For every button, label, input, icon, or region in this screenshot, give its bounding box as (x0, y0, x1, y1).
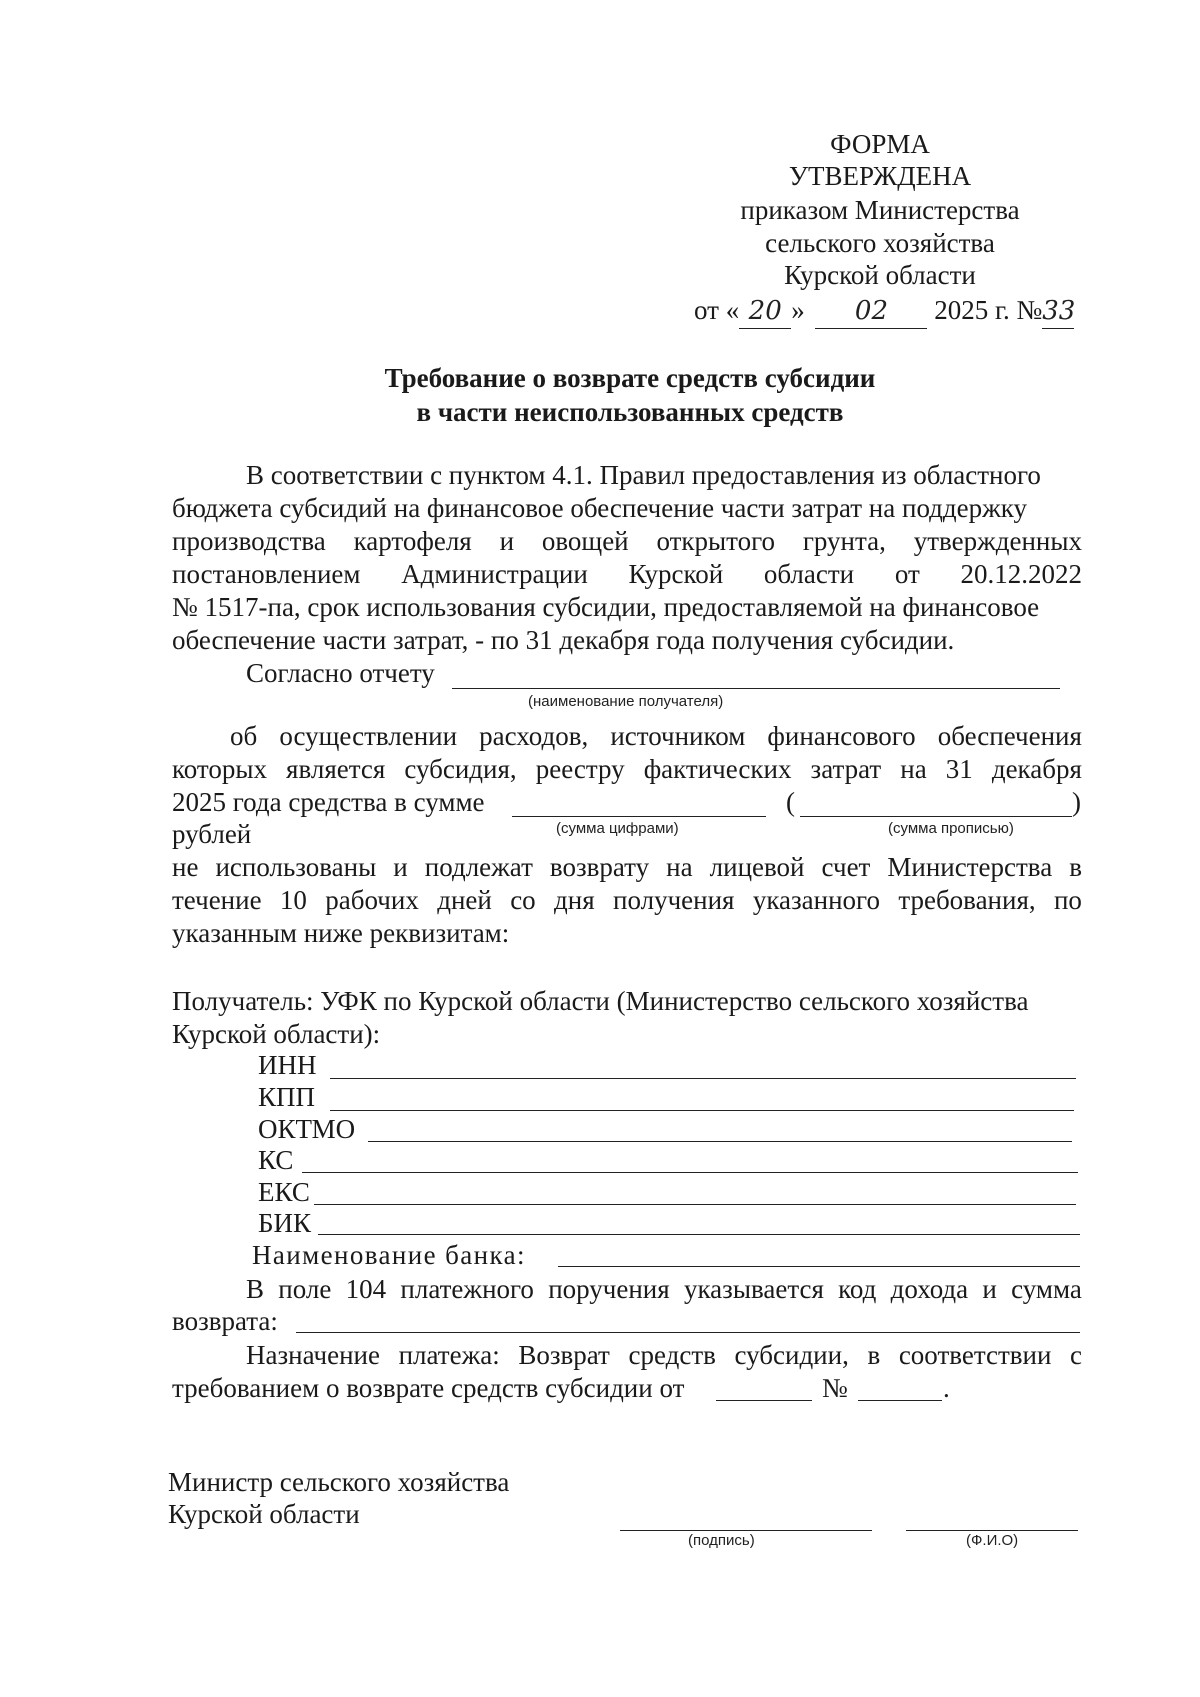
approval-day: 20 (739, 295, 791, 329)
intro-line-4 (172, 558, 1082, 591)
recipient-line-1: Получатель: УФК по Курской области (Министерство сельского хозяйства (172, 986, 1029, 1016)
word: Курской (628, 559, 724, 589)
word: которых (172, 754, 267, 784)
word: источником (610, 721, 746, 751)
word: указанного (752, 885, 880, 915)
ks-line (302, 1172, 1078, 1173)
report-line-3: 2025 года средства в сумме (172, 787, 485, 817)
report-line-2 (172, 753, 1082, 786)
word: финансового (767, 721, 916, 751)
word: и (499, 526, 515, 556)
report-line-7: указанным ниже реквизитам: (172, 918, 510, 948)
word: 10 (279, 885, 307, 915)
word: открытого (656, 526, 776, 556)
sum-paren-open: ( (786, 787, 795, 817)
word: возврату (549, 852, 650, 882)
word: указывается (683, 1274, 824, 1304)
word: лицевой (709, 852, 805, 882)
purpose-period: . (943, 1373, 950, 1403)
payment-line-1 (246, 1273, 1082, 1306)
purpose-line-2: требованием о возврате средств субсидии от (172, 1373, 685, 1403)
intro-line-3 (172, 525, 1082, 558)
document-title-line1: Требование о возврате средств субсидии (384, 363, 876, 393)
word: и (982, 1274, 997, 1304)
word: затрат (810, 754, 882, 784)
requirement-number-line (858, 1400, 942, 1401)
oktmo-line (368, 1141, 1072, 1142)
intro-line-2: бюджета субсидий на финансовое обеспечение части затрат на поддержку (172, 493, 1028, 523)
bank-name-label: Наименование банка: (252, 1240, 526, 1270)
word: расходов, (479, 721, 589, 751)
recipient-line-2: Курской области): (172, 1019, 381, 1049)
word: дня (554, 885, 595, 915)
approval-region-label: Курской области (784, 260, 976, 290)
word: и (393, 852, 408, 882)
word: средств (628, 1340, 716, 1370)
word: использованы (215, 852, 377, 882)
bik-label: БИК (258, 1208, 312, 1238)
word: в (867, 1340, 881, 1370)
approval-date-line (694, 294, 1074, 329)
approval-from-prefix: от « (694, 295, 740, 325)
word: в (1069, 852, 1082, 882)
word: овощей (541, 526, 629, 556)
word: по (1053, 885, 1082, 915)
word: субсидия, (404, 754, 517, 784)
eks-line (314, 1204, 1076, 1205)
word: течение (172, 885, 262, 915)
kpp-label: КПП (258, 1082, 316, 1112)
word: области (763, 559, 855, 589)
signatory-position-line1: Министр сельского хозяйства (168, 1467, 510, 1497)
refund-amount-line (296, 1332, 1080, 1333)
payment-line-2: возврата: (172, 1306, 278, 1336)
word: дней (437, 885, 492, 915)
sum-words-caption: (сумма прописью) (888, 820, 1014, 837)
word: платежа: (398, 1340, 500, 1370)
word: на (900, 754, 927, 784)
approval-order-label: приказом Министерства (740, 195, 1020, 225)
word: утвержденных (913, 526, 1082, 556)
report-label: Согласно отчету (246, 658, 435, 688)
approval-year: 2025 г. № (934, 295, 1043, 325)
sum-words-line (800, 816, 1072, 817)
word: сумма (1011, 1274, 1082, 1304)
word: подлежат (424, 852, 533, 882)
word: с (1070, 1340, 1082, 1370)
ks-label: КС (258, 1145, 294, 1175)
word: не (172, 852, 199, 882)
purpose-line-1 (246, 1339, 1082, 1372)
word: на (666, 852, 693, 882)
word: Возврат (518, 1340, 610, 1370)
word: получения (613, 885, 735, 915)
sum-digits-line (512, 816, 766, 817)
word: реестру (535, 754, 625, 784)
word: декабря (991, 754, 1082, 784)
recipient-name-caption: (наименование получателя) (528, 693, 724, 710)
intro-line-1: В соответствии с пунктом 4.1. Правил предоставления из областного (246, 460, 1041, 490)
sum-digits-caption: (сумма цифрами) (556, 820, 679, 837)
requirement-date-line (716, 1400, 812, 1401)
signatory-position-line2: Курской области (168, 1499, 360, 1529)
inn-line (330, 1078, 1076, 1079)
inn-label: ИНН (258, 1050, 317, 1080)
word: картофеля (353, 526, 472, 556)
bik-line (318, 1234, 1080, 1235)
approval-ministry-label: сельского хозяйства (765, 228, 995, 258)
word: 20.12.2022 (960, 559, 1082, 589)
approval-quote-close: » (791, 295, 805, 325)
word: 104 (345, 1274, 387, 1304)
recipient-name-line (452, 688, 1060, 689)
kpp-line (330, 1110, 1074, 1111)
word: фактических (643, 754, 792, 784)
word: Министерства (887, 852, 1053, 882)
intro-line-5: № 1517-па, срок использования субсидии, предоставляемой на финансовое (172, 592, 1040, 622)
word: требования, (898, 885, 1036, 915)
word: Назначение (246, 1340, 380, 1370)
word: грунта, (802, 526, 886, 556)
approval-approved-label: УТВЕРЖДЕНА (788, 161, 972, 191)
word: поручения (548, 1274, 670, 1304)
report-line-6 (172, 884, 1082, 917)
approval-number: 33 (1042, 295, 1074, 329)
word: производства (172, 526, 326, 556)
word: 31 (945, 754, 973, 784)
word: со (510, 885, 536, 915)
oktmo-label: ОКТМО (258, 1114, 356, 1144)
word: платежного (400, 1274, 534, 1304)
report-line-5 (172, 851, 1082, 884)
word: от (894, 559, 920, 589)
word: код (838, 1274, 877, 1304)
intro-line-6: обеспечение части затрат, - по 31 декабря года получения субсидии. (172, 625, 955, 655)
word: В (246, 1274, 265, 1304)
report-line-1 (230, 720, 1082, 753)
word: осуществлении (279, 721, 458, 751)
word: поле (278, 1274, 332, 1304)
number-sign: № (822, 1373, 848, 1403)
word: об (230, 721, 258, 751)
signature-caption: (подпись) (688, 1532, 755, 1549)
word: Администрации (401, 559, 588, 589)
word: обеспечения (937, 721, 1082, 751)
word: рабочих (325, 885, 419, 915)
sum-paren-close: ) (1072, 787, 1081, 817)
approval-month: 02 (815, 295, 927, 329)
bank-name-line (558, 1266, 1080, 1267)
word: субсидии, (734, 1340, 849, 1370)
word: дохода (890, 1274, 969, 1304)
word: является (286, 754, 386, 784)
full-name-caption: (Ф.И.О) (966, 1532, 1019, 1549)
full-name-line (906, 1530, 1078, 1531)
rubles-label: рублей (172, 819, 252, 849)
word: постановлением (172, 559, 361, 589)
word: соответствии (898, 1340, 1052, 1370)
word: счет (821, 852, 871, 882)
signature-line (620, 1530, 872, 1531)
eks-label: ЕКС (258, 1177, 310, 1207)
document-title-line2: в части неиспользованных средств (416, 397, 844, 427)
approval-form-label: ФОРМА (830, 129, 930, 159)
